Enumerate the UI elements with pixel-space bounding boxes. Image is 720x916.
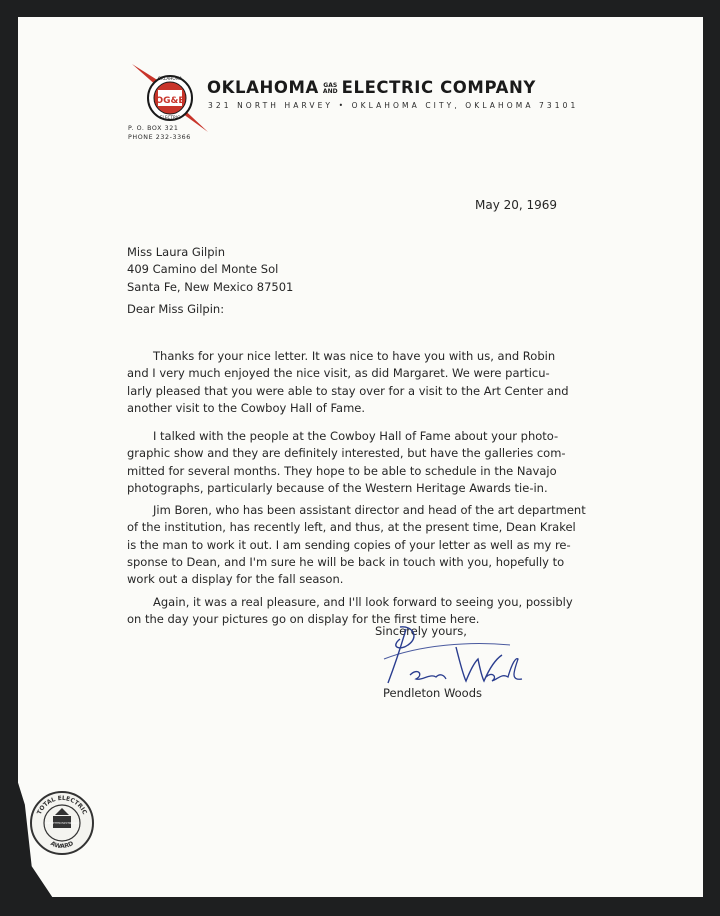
company-name-right: ELECTRIC COMPANY <box>341 78 536 97</box>
closing: Sincerely yours, <box>375 624 467 638</box>
gas-and-top: GAS <box>323 81 338 89</box>
text-line: larly pleased that you were able to stay over for a visit to the Art Center and <box>127 383 569 398</box>
text-line: work out a display for the fall season. <box>127 572 344 587</box>
company-name-left: OKLAHOMA <box>207 78 319 97</box>
text-line: is the man to work it out. I am sending copies of your letter as well as my re- <box>127 537 571 552</box>
recipient-line: Santa Fe, New Mexico 87501 <box>127 279 294 294</box>
text-line: sponse to Dean, and I'm sure he will be back in touch with you, hopefully to <box>127 554 565 569</box>
gas-and-stack <box>323 83 338 95</box>
text-line: of the institution, has recently left, and thus, at the present time, Dean Krakel <box>127 520 576 535</box>
seal-ring-bottom-path: AWARD <box>49 840 75 851</box>
text-line: and I very much enjoyed the nice visit, as did Margaret. We were particu- <box>127 366 550 381</box>
salutation: Dear Miss Gilpin: <box>127 302 225 316</box>
logo-ring-bottom: ELECTRIC <box>159 115 181 120</box>
recipient-address <box>127 244 293 296</box>
recipient-line: 409 Camino del Monte Sol <box>127 262 279 277</box>
company-name <box>207 78 536 97</box>
paragraph-3 <box>127 502 586 588</box>
handwritten-signature <box>360 615 530 695</box>
text-line: I talked with the people at the Cowboy Hall of Fame about your photo- <box>153 429 559 443</box>
logo-monogram: OG&E <box>155 96 185 106</box>
seal-center-text: LIVE BETTER ELECTRICALLY <box>45 822 79 825</box>
signer-name: Pendleton Woods <box>383 686 483 700</box>
contact-block <box>128 124 191 142</box>
text-line: Jim Boren, who has been assistant director and head of the art department <box>153 503 586 517</box>
gas-and-bottom: AND <box>322 87 338 95</box>
letter-date: May 20, 1969 <box>475 198 558 212</box>
company-address: 321 NORTH HARVEY • OKLAHOMA CITY, OKLAHOMA 73101 <box>208 101 579 110</box>
seal-ring-top-path: TOTAL ELECTRIC <box>35 794 89 816</box>
recipient-line: Miss Laura Gilpin <box>127 245 226 259</box>
po-box: P. O. BOX 321 <box>128 125 179 132</box>
paragraph-1 <box>127 348 577 417</box>
total-electric-award-seal <box>29 790 95 856</box>
logo-ring-top: OKLAHOMA <box>157 76 183 81</box>
text-line: Thanks for your nice letter. It was nice to have you with us, and Robin <box>153 349 556 363</box>
text-line: photographs, particularly because of the Western Heritage Awards tie-in. <box>127 480 548 495</box>
text-line: Again, it was a real pleasure, and I'll look forward to seeing you, possibly <box>153 595 573 609</box>
paragraph-2 <box>127 428 577 497</box>
text-line: mitted for several months. They hope to be able to schedule in the Navajo <box>127 463 557 478</box>
text-line: on the day your pictures go on display for the first time here. <box>127 612 480 627</box>
phone-number: PHONE 232-3366 <box>128 134 191 141</box>
text-line: another visit to the Cowboy Hall of Fame. <box>127 400 365 415</box>
text-line: graphic show and they are definitely interested, but have the galleries com- <box>127 446 566 461</box>
